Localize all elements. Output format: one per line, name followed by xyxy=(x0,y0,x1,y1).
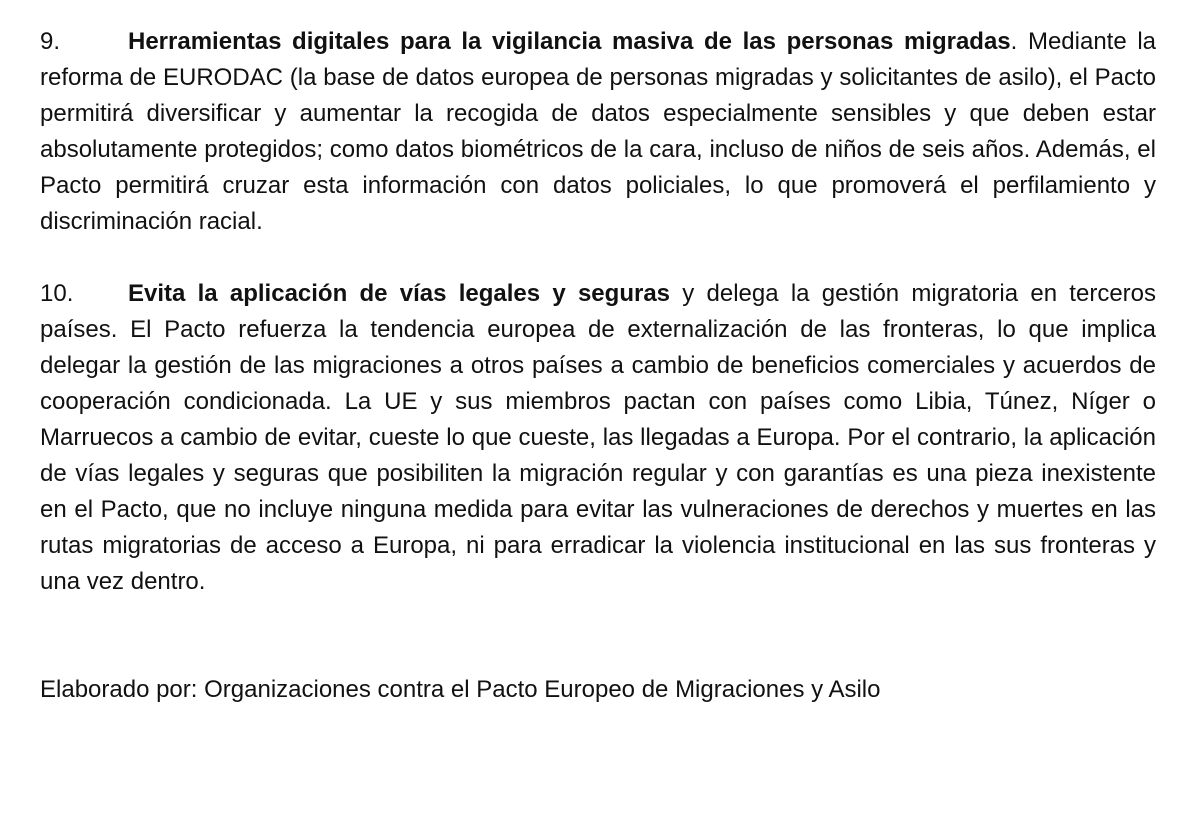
list-item-9 xyxy=(40,24,1156,240)
item-body: y delega la gestión migratoria en terceros países. El Pacto refuerza la tendencia europea de externalización de las fronteras, lo que implica delegar la gestión de las migraciones a otros países a cambio de beneficios comerciales y acuerdos de cooperación condicionada. La UE y sus miembros pactan con países como Libia, Túnez, Níger o Marruecos a cambio de evitar, cueste lo que cueste, las llegadas a Europa. Por el contrario, la aplicación de vías legales y seguras que posibiliten la migración regular y con garantías es una pieza inexistente en el Pacto, que no incluye ninguna medida para evitar las vulneraciones de derechos y muertes en las rutas migratorias de acceso a Europa, ni para erradicar la violencia institucional en las sus fronteras y una vez dentro. xyxy=(40,280,1157,595)
item-heading: Evita la aplicación de vías legales y seguras xyxy=(128,280,671,307)
item-number: 9. xyxy=(40,28,61,55)
paragraph-spacer xyxy=(40,600,1156,672)
paragraph-spacer xyxy=(40,240,1156,276)
footer-credit: Elaborado por: Organizaciones contra el Pacto Europeo de Migraciones y Asilo xyxy=(40,676,881,703)
item-heading-suffix: . xyxy=(1010,28,1018,55)
item-body: Mediante la reforma de EURODAC (la base de datos europea de personas migradas y solicitantes de asilo), el Pacto permitirá diversificar y aumentar la recogida de datos especialmente sensibles y que deben estar absolutamente protegidos; como datos biométricos de la cara, incluso de niños de seis años. Además, el Pacto permitirá cruzar esta información con datos policiales, lo que promoverá el perfilamiento y discriminación racial. xyxy=(40,28,1156,235)
list-item-10 xyxy=(40,276,1156,600)
item-number: 10. xyxy=(40,280,74,307)
document-page xyxy=(40,24,1156,708)
item-heading: Herramientas digitales para la vigilancia masiva de las personas migradas xyxy=(128,28,1011,55)
